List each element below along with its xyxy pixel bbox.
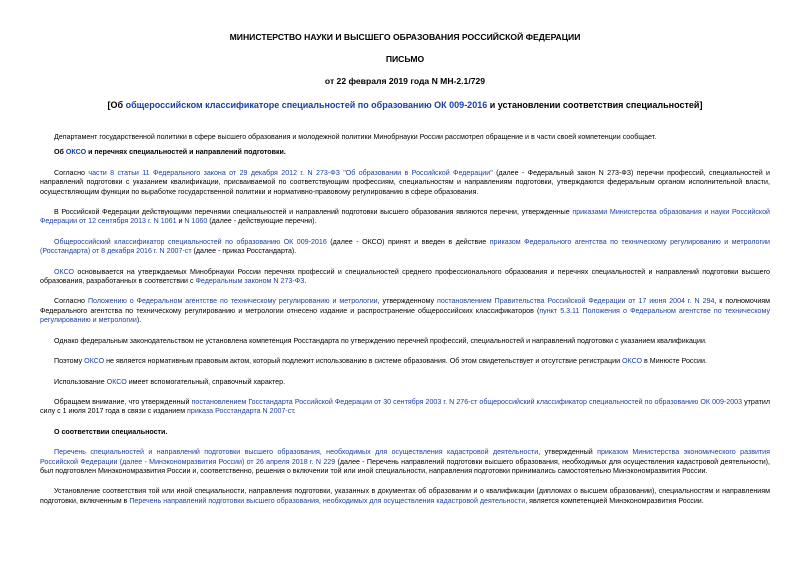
paragraph-6: Однако федеральным законодательством не установлена компетенция Росстандарта по утверждению перечней профессий, специальностей и направлений подготовки с указанием квалификации. — [54, 336, 707, 345]
document-page — [40, 30, 770, 506]
cadastral-list-link[interactable]: Перечень направлений подготовки высшего образования, необходимых для осуществления кадастровой деятельности — [129, 496, 526, 505]
okso-link[interactable]: ОКСО — [84, 357, 105, 366]
rosstandart-order-link[interactable]: приказом Федерального агентства по техническому регулированию и метрологии (Росстандарта) от 8 декабря 2016 г. N 2007-ст — [40, 237, 770, 256]
gosstandart-276-link[interactable]: постановлением Госстандарта Российской Федерации от 30 сентября 2003 г. N 276-ст общероссийский классификатор специальностей по образованию ОК 009-2003 — [191, 397, 743, 406]
section-heading-correspondence: О соответствии специальности. — [54, 427, 168, 436]
clause-5-3-11-link[interactable]: пункт 5.3.11 Положения о Федеральном агентстве по техническому регулированию и метрологии — [40, 306, 771, 325]
paragraph-8: Использование ОКСО имеет вспомогательный, справочный характер. — [54, 377, 286, 386]
law-273-link[interactable]: части 8 статьи 11 Федерального закона от 29 декабря 2012 г. N 273-ФЗ "Об образовании в Российской Федерации" — [88, 168, 493, 177]
paragraph-4: ОКСО основывается на утверждаемых Минобрнауки России перечнях профессий и специальностей среднего профессионального образования и перечнях специальностей и направлений подготовки высшего образования, разработанных в соответствии с Федеральным законом N 273-ФЗ. — [40, 267, 770, 286]
paragraph-7: Поэтому ОКСО не является нормативным правовым актом, который подлежит использованию в системе образования. Об этом свидетельствует и отсутствие регистрации ОКСО в Минюсте России. — [54, 357, 707, 366]
okso-link[interactable]: ОКСО — [106, 377, 127, 386]
paragraph-3: Общероссийский классификатор специальностей по образованию ОК 009-2016 (далее - ОКСО) принят и введен в действие приказом Федерального агентства по техническому регулированию и метрологии (Росстандарта) от 8 декабря 2016 г. N 2007-ст (далее - приказ Росстандарта). — [40, 237, 770, 256]
title-link[interactable]: общероссийском классификаторе специальностей по образованию ОК 009-2016 — [125, 100, 488, 110]
okso-link[interactable]: ОКСО — [622, 357, 643, 366]
order-229-link[interactable]: приказом Министерства экономического развития Российской Федерации (далее - Минэкономразвития России) от 26 апреля 2018 г. N 229 — [40, 448, 770, 466]
cadastral-list-link[interactable]: Перечень специальностей и направлений подготовки высшего образования, необходимых для осуществления кадастровой деятельности — [54, 448, 539, 457]
document-date-number: от 22 февраля 2019 года N МН-2.1/729 — [324, 76, 486, 86]
ministry-heading: МИНИСТЕРСТВО НАУКИ И ВЫСШЕГО ОБРАЗОВАНИЯ РОССИЙСКОЙ ФЕДЕРАЦИИ — [229, 32, 581, 42]
paragraph-1: Согласно части 8 статьи 11 Федерального закона от 29 декабря 2012 г. N 273-ФЗ "Об образовании в Российской Федерации" (далее - Федеральный закон N 273-ФЗ) перечни профессий, специальностей и направлений подготовки с указанием квалификации, присваиваемой по соответствующим профессиям, специальностям и направлениям подготовки, утверждаются федеральным органом исполнительной власти, осуществляющим функции по выработке государственной политики и нормативно-правовому регулированию в сфере образования. — [40, 168, 770, 196]
rosstandart-2007-link[interactable]: приказа Росстандарта N 2007-ст — [187, 407, 294, 416]
regulation-link[interactable]: Положению о Федеральном агентстве по техническому регулированию и метрологии — [87, 297, 378, 306]
paragraph-5: Согласно Положению о Федеральном агентстве по техническому регулированию и метрологии, утвержденному постановлением Правительства Российской Федерации от 17 июня 2004 г. N 294, к полномочиям Федерального агентства по техническому регулированию и метрологии отнесено издание и распространение общероссийских классификаторов (пункт 5.3.11 Положения о Федеральном агентстве по техническому регулированию и метрологии). — [40, 297, 771, 325]
document-type: ПИСЬМО — [385, 54, 425, 64]
section-heading-okso: Об ОКСО и перечнях специальностей и направлений подготовки. — [54, 148, 286, 157]
paragraph-2: В Российской Федерации действующими перечнями специальностей и направлений подготовки высшего образования являются перечни, утвержденные приказами Министерства образования и науки Российской Федерации от 12 сентября 2013 г. N 1061 и N 1060 (далее - действующие перечни). — [40, 208, 771, 226]
okso-link[interactable]: ОКСО — [54, 267, 75, 276]
paragraph-10: Перечень специальностей и направлений подготовки высшего образования, необходимых для осуществления кадастровой деятельности, утвержденный приказом Министерства экономического развития Российской Федерации (далее - Минэкономразвития России) от 26 апреля 2018 г. N 229 (далее - Перечень направлений подготовки высшего образования, необходимых для осуществления кадастровой деятельности), был подготовлен Минэкономразвития России и, соответственно, решения о включении той или иной специальности, направления подготовки принимались самостоятельно Минэкономразвития России. — [40, 448, 771, 475]
paragraph-9: Обращаем внимание, что утвержденный постановлением Госстандарта Российской Федерации от 30 сентября 2003 г. N 276-ст общероссийский классификатор специальностей по образованию ОК 009-2003 утратил силу с 1 июля 2017 года в связи с изданием приказа Росстандарта N 2007-ст. — [40, 397, 771, 416]
paragraph-11: Установление соответствия той или иной специальности, направления подготовки, указанных в документах об образовании и о квалификации (дипломах о высшем образовании), специальностям и направлениям подготовки, включенным в Перечень направлений подготовки высшего образования, необходимых для осуществления кадастровой деятельности, является компетенцией Минэкономразвития России. — [40, 487, 770, 505]
okso-link[interactable]: ОКСО — [65, 148, 87, 157]
order-1061-link[interactable]: приказами Министерства образования и науки Российской Федерации от 12 сентября 2013 г. N 1061 — [40, 208, 771, 226]
resolution-294-link[interactable]: постановлением Правительства Российской Федерации от 17 июня 2004 г. N 294 — [436, 297, 715, 306]
intro-paragraph: Департамент государственной политики в сфере высшего образования и молодежной политики Минобрнауки России рассмотрел обращение и в части своей компетенции сообщает. — [54, 133, 657, 141]
order-1060-link[interactable]: N 1060 — [184, 217, 208, 226]
document-title — [40, 100, 770, 110]
law-273-short-link[interactable]: Федеральным законом N 273-ФЗ — [195, 277, 305, 286]
title-open: [Об — [107, 100, 126, 110]
title-close: и установлении соответствия специальностей] — [487, 100, 703, 110]
ok-009-2016-link[interactable]: Общероссийский классификатор специальностей по образованию ОК 009-2016 — [54, 237, 327, 246]
